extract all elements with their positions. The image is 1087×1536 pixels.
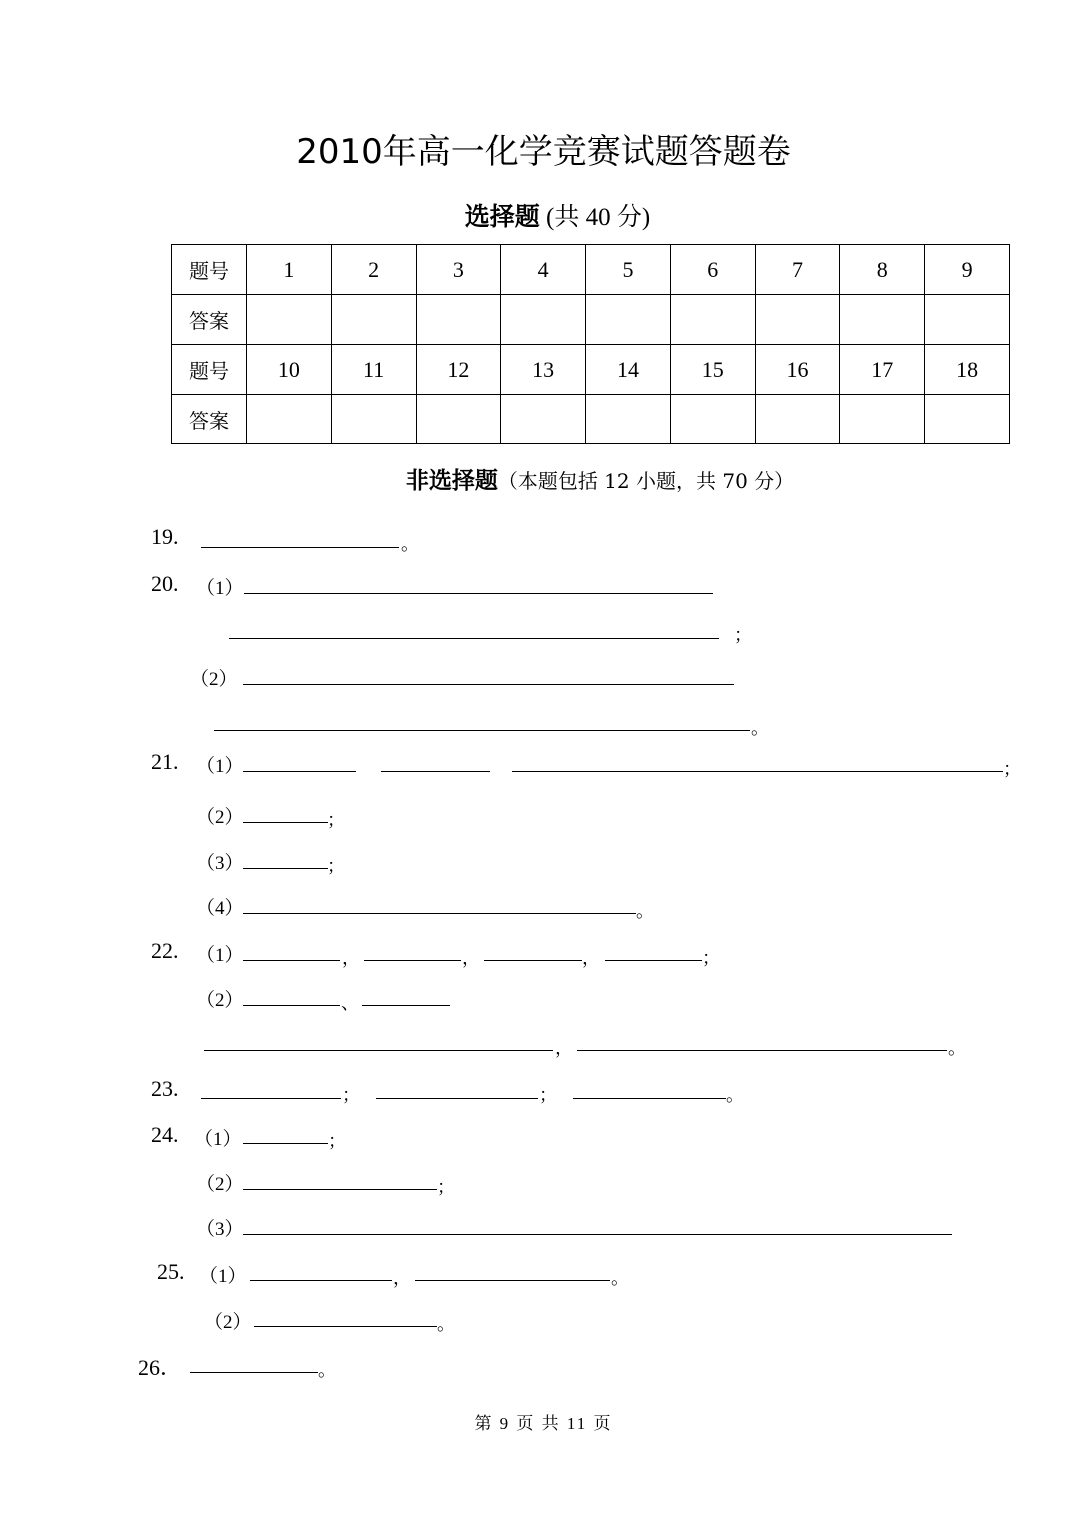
part-label: （4） — [196, 898, 244, 919]
punctuation: ， — [555, 1038, 573, 1059]
answer-blank[interactable] — [214, 730, 750, 731]
part-label: （3） — [196, 1219, 244, 1240]
part-label: （1） — [194, 1129, 242, 1150]
answer-blank[interactable] — [243, 822, 328, 823]
answer-blank[interactable] — [605, 960, 702, 961]
answer-blank[interactable] — [484, 960, 582, 961]
question-number: 24. — [151, 1122, 179, 1147]
answer-blank[interactable] — [254, 1326, 437, 1327]
nonchoice-section-name: 非选择题 — [405, 468, 498, 494]
question-number: 8 — [840, 245, 925, 295]
punctuation: ， — [393, 1268, 411, 1289]
answer-blank[interactable] — [244, 593, 713, 594]
question-number: 15 — [670, 345, 755, 395]
answer-blank[interactable] — [243, 913, 636, 914]
answer-cell[interactable] — [501, 295, 586, 345]
answer-blank[interactable] — [573, 1098, 726, 1099]
answer-blank[interactable] — [229, 638, 719, 639]
part-label: （2） — [196, 990, 244, 1011]
answer-cell[interactable] — [670, 295, 755, 345]
punctuation: ； — [437, 1177, 455, 1198]
answer-blank[interactable] — [243, 1143, 328, 1144]
answer-blank[interactable] — [190, 1372, 318, 1373]
answer-cell[interactable] — [840, 295, 925, 345]
part-label: （2） — [196, 1174, 244, 1195]
part-label: （1） — [196, 945, 244, 966]
question-number: 12 — [416, 345, 501, 395]
nonchoice-section-heading — [0, 462, 1087, 495]
answer-blank[interactable] — [577, 1050, 947, 1051]
answer-blank[interactable] — [243, 868, 328, 869]
punctuation: 、 — [341, 993, 359, 1014]
punctuation: ； — [342, 1085, 360, 1106]
question-number: 2 — [331, 245, 416, 295]
punctuation: 。 — [636, 901, 654, 922]
answer-blank[interactable] — [512, 771, 1003, 772]
part-label: （1） — [196, 756, 244, 777]
question-number: 22. — [151, 938, 179, 963]
answer-blank[interactable] — [204, 1050, 553, 1051]
answer-cell[interactable] — [247, 295, 332, 345]
answer-cell[interactable] — [501, 395, 586, 444]
question-number: 9 — [925, 245, 1010, 295]
question-number: 13 — [501, 345, 586, 395]
punctuation: ； — [327, 856, 345, 877]
table-row — [172, 395, 1010, 444]
question-number: 1 — [247, 245, 332, 295]
answer-blank[interactable] — [201, 1098, 341, 1099]
answer-blank[interactable] — [243, 771, 356, 772]
question-number: 11 — [331, 345, 416, 395]
question-number: 19. — [151, 524, 179, 549]
answer-blank[interactable] — [250, 1280, 392, 1281]
choice-section-score: (共 40 分) — [546, 204, 651, 231]
answer-cell[interactable] — [670, 395, 755, 444]
punctuation: ； — [734, 625, 752, 646]
answer-blank[interactable] — [243, 684, 734, 685]
punctuation: ； — [327, 810, 345, 831]
punctuation: 。 — [611, 1268, 629, 1289]
part-label: （2） — [204, 1312, 252, 1333]
part-label: （1） — [199, 1266, 247, 1287]
table-row — [172, 295, 1010, 345]
answer-cell[interactable] — [840, 395, 925, 444]
question-number: 21. — [151, 749, 179, 774]
question-number: 17 — [840, 345, 925, 395]
question-number: 20. — [151, 571, 179, 596]
row-label-question: 题号 — [172, 345, 247, 395]
row-label-answer: 答案 — [172, 295, 247, 345]
punctuation: 。 — [401, 534, 419, 555]
answer-blank[interactable] — [243, 1189, 437, 1190]
answer-cell[interactable] — [331, 395, 416, 444]
question-number: 10 — [247, 345, 332, 395]
punctuation: ； — [1003, 759, 1021, 780]
table-row — [172, 345, 1010, 395]
question-number: 7 — [755, 245, 840, 295]
answer-cell[interactable] — [416, 395, 501, 444]
answer-cell[interactable] — [755, 295, 840, 345]
answer-blank[interactable] — [243, 960, 340, 961]
part-label: （2） — [196, 807, 244, 828]
part-label: （3） — [196, 853, 244, 874]
punctuation: ， — [462, 948, 480, 969]
answer-cell[interactable] — [586, 395, 671, 444]
row-label-question: 题号 — [172, 245, 247, 295]
part-label: （1） — [196, 578, 244, 599]
punctuation: ； — [328, 1131, 346, 1152]
answer-cell[interactable] — [925, 395, 1010, 444]
question-number: 25. — [157, 1259, 185, 1284]
punctuation: 。 — [318, 1360, 336, 1381]
punctuation: ； — [702, 948, 720, 969]
answer-blank[interactable] — [364, 960, 461, 961]
answer-cell[interactable] — [247, 395, 332, 444]
row-label-answer: 答案 — [172, 395, 247, 444]
question-number: 14 — [586, 345, 671, 395]
question-number: 23. — [151, 1076, 179, 1101]
answer-cell[interactable] — [416, 295, 501, 345]
punctuation: ， — [582, 948, 600, 969]
answer-blank[interactable] — [376, 1098, 538, 1099]
punctuation: ； — [539, 1085, 557, 1106]
punctuation: ， — [342, 948, 360, 969]
answer-cell[interactable] — [586, 295, 671, 345]
question-number: 26． — [138, 1355, 183, 1380]
answer-cell[interactable] — [755, 395, 840, 444]
question-number: 6 — [670, 245, 755, 295]
answer-blank[interactable] — [201, 547, 399, 548]
question-number: 3 — [416, 245, 501, 295]
page-title: 2010年高一化学竞赛试题答题卷 — [296, 132, 791, 172]
answer-blank[interactable] — [362, 1005, 450, 1006]
nonchoice-section-note: （本题包括 12 小题，共 70 分） — [497, 469, 795, 493]
punctuation: 。 — [751, 718, 769, 739]
answer-blank[interactable] — [381, 771, 490, 772]
answer-table — [171, 244, 1010, 444]
part-label: （2） — [190, 669, 238, 690]
choice-section-heading — [0, 197, 1087, 233]
question-number: 4 — [501, 245, 586, 295]
question-number: 16 — [755, 345, 840, 395]
answer-cell[interactable] — [925, 295, 1010, 345]
answer-blank[interactable] — [243, 1005, 340, 1006]
punctuation: 。 — [437, 1314, 455, 1335]
table-row — [172, 245, 1010, 295]
answer-blank[interactable] — [415, 1280, 610, 1281]
page-footer: 第 9 页 共 11 页 — [474, 1414, 613, 1433]
question-number: 5 — [586, 245, 671, 295]
punctuation: 。 — [948, 1038, 966, 1059]
answer-cell[interactable] — [331, 295, 416, 345]
choice-section-name: 选择题 — [464, 202, 540, 231]
answer-blank[interactable] — [243, 1234, 952, 1235]
question-number: 18 — [925, 345, 1010, 395]
punctuation: 。 — [726, 1085, 744, 1106]
